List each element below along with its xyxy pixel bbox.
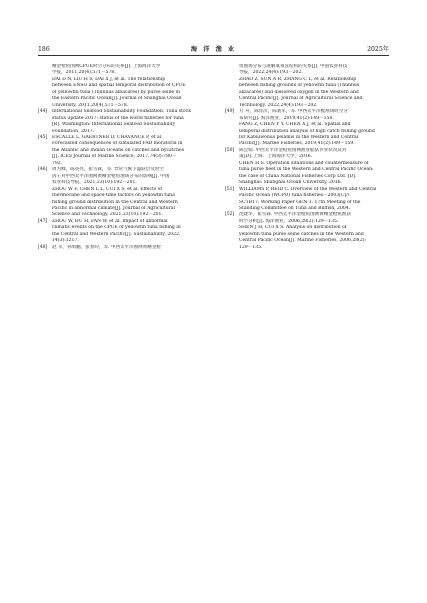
reference-text-line: FANG Z, CHEN Y Y, CHEN X J, et al. Spatial and bbox=[239, 122, 351, 128]
reference-text-line: of yellowfin tuna (Thunnus albacares) by purse seine in bbox=[52, 89, 180, 95]
reference-entry bbox=[225, 64, 389, 109]
reference-text-line: 时空分析[J]. 海洋渔业，2006,28(2):129－135. bbox=[239, 218, 339, 224]
reference-entry bbox=[225, 148, 389, 187]
reference-text-line: University, 2011,20(4),571－578. bbox=[52, 102, 129, 108]
reference-text-line: the case of China National Fisheries Corp Ltd. [D]. bbox=[239, 173, 357, 179]
reference-text-line: Standing Committee on Tuna and Billfish, 2004. bbox=[239, 205, 351, 211]
reference-text-line: tuna purse fleet in the Western and Central Pacific Ocean: bbox=[239, 167, 374, 173]
reference-text-line: 14(3):1217. bbox=[52, 238, 79, 244]
reference-text-line: the Eastern Pacific Ocean[J]. Journal of Shanghai Ocean bbox=[52, 96, 182, 102]
running-header bbox=[38, 44, 389, 56]
reference-entry bbox=[38, 219, 202, 245]
reference-text-line: climatic events on the CPUE of yellowfin tuna fishing in bbox=[52, 225, 181, 231]
reference-text-line: 沈建华，崔雪森. 中西太平洋金枪鱼围网黄鳍金枪鱼渔获 bbox=[239, 212, 352, 218]
reference-text-line: 鳍金枪鱼围网CPUE时空分布的关系[J]. 上海海洋大学 bbox=[52, 64, 161, 69]
reference-text-line: Technology, 2022,24(4):193－202. bbox=[239, 102, 318, 108]
reference-text-line: the Atlantic and Indian Oceans on catches and bycatches bbox=[52, 147, 185, 153]
reference-number: [48] bbox=[38, 244, 48, 250]
reference-text-line: International Seafood Sustainability Foundation. Tuna stock bbox=[52, 109, 191, 115]
reference-text-line: yellowfin tuna purse seine catches in the Western and bbox=[239, 231, 364, 237]
reference-entry bbox=[38, 64, 202, 109]
reference-text-line: for Katsuwonus pelamis in the Western and Central bbox=[239, 134, 359, 140]
reference-text-line: Pacific Ocean (WCPO) tuna fisheries－2003[C]//. bbox=[239, 193, 351, 199]
reference-text-line: the Central and Western Pacific[J]. Sustainability, 2022, bbox=[52, 231, 181, 237]
left-reference-column bbox=[38, 64, 202, 251]
publication-year: 2025年 bbox=[367, 46, 389, 53]
reference-number: [51] bbox=[225, 186, 235, 192]
reference-text-line: Science and Technology, 2021,23(10):192－201. bbox=[52, 212, 163, 218]
reference-text-line: 因子对中西太平洋围网黄鳍金枪鱼渔场分布的影响[J]. 中国 bbox=[52, 173, 170, 179]
reference-text-line: Forecasted consequences of simulated FAD moratoria in bbox=[52, 141, 183, 147]
reference-text-line: 农业科技导报，2021,23(10):192－201. bbox=[52, 180, 137, 186]
reference-text-line: 周为峰，陈英亮，崔雪森，等. 异常气候下温跃层及时空 bbox=[52, 167, 165, 173]
reference-text-line: SHEN J H, CUI X S. Analysis on distribution of bbox=[239, 225, 347, 231]
reference-text-line: Shanghai: Shanghai Ocean University, 2016. bbox=[239, 180, 342, 186]
reference-text-line: 学报，2011,20(4),571－578. bbox=[52, 70, 116, 76]
page-number: 186 bbox=[38, 46, 50, 53]
reference-text-line: [R]. Washington: International Seafood Sustainability bbox=[52, 122, 176, 128]
reference-text-line: between fishing grounds of yellowfin tuna (Thunnus bbox=[239, 83, 360, 89]
reference-entry bbox=[225, 212, 389, 251]
reference-text-line: 赵 莘，孙勇鹏，张春玲，等. 中西太平洋围网黄鳍金枪 bbox=[52, 244, 161, 250]
reference-text-line: 129－135. bbox=[239, 244, 263, 250]
reference-number: [45] bbox=[38, 134, 48, 140]
reference-number: [49] bbox=[225, 109, 235, 115]
reference-entry bbox=[38, 245, 202, 251]
reference-text-line: ZHOU W F, CHEN L L, CUI X S, et al. Effects of bbox=[52, 186, 163, 192]
reference-entry bbox=[38, 135, 202, 167]
reference-text-line: [J]. ICES Journal of Marine Science, 2017,74(3):780－ bbox=[52, 154, 177, 160]
reference-entry bbox=[38, 109, 202, 135]
reference-text-line: 方 舟，陈洋洋，陈新军，等. 中西太平洋鲣渔场时空分 bbox=[239, 109, 348, 115]
reference-text-line: ZHAO Z, SUN A R, ZHANG C L, et al. Relationship bbox=[239, 76, 357, 82]
reference-text-line: 鱼渔场分布与溶解氧垂直结构的关系[J]. 中国农业科技 bbox=[239, 64, 348, 69]
reference-number: [52] bbox=[225, 212, 235, 218]
reference-text-line: 布研究[J]. 海洋渔业，2019,41(2):149－158. bbox=[239, 115, 334, 121]
reference-entry bbox=[225, 187, 389, 213]
reference-text-line: status update-2017: status of the world fisheries for tuna bbox=[52, 115, 184, 121]
reference-text-line: albacares) and dissolved oxygen in the Western and bbox=[239, 89, 359, 95]
reference-text-line: 陈会娟. 中西太平洋金枪鱼围网渔业船队作业状况及对 bbox=[239, 147, 347, 153]
reference-entry bbox=[38, 167, 202, 219]
journal-title: 海 洋 渔 业 bbox=[190, 46, 237, 53]
right-reference-column bbox=[225, 64, 389, 251]
reference-text-line: WILLIAMS P, REID C. Overview of the Western and Central bbox=[239, 186, 377, 192]
reference-text-line: fishing ground distribution in the Central and Western bbox=[52, 199, 178, 205]
reference-text-line: 792. bbox=[52, 160, 63, 166]
reference-number: [44] bbox=[38, 109, 48, 115]
reference-text-line: ZHOU W, HU H, FAN W, et al. Impact of abnormal bbox=[52, 218, 168, 224]
reference-text-line: between ENSO and spatial temporal distribution of CPUE bbox=[52, 83, 186, 89]
reference-text-line: 导报，2022,24(4):193－202. bbox=[239, 70, 303, 76]
reference-number: [46] bbox=[38, 167, 48, 173]
reference-text-line: Central Pacific Ocean[J]. Marine Fisheries, 2006,28(2): bbox=[239, 238, 367, 244]
reference-text-line: thermocline and space-time factors on yellowfin tuna bbox=[52, 193, 175, 199]
reference-text-line: Pacific[J]. Marine Fisheries, 2019,41(2):149－159. bbox=[239, 141, 355, 147]
reference-entry bbox=[225, 109, 389, 148]
reference-text-line: DAI D N, LIU H S, DAI X J, et al. The relationship bbox=[52, 76, 166, 82]
reference-number: [50] bbox=[225, 147, 235, 153]
reference-text-line: temporal distribution analysis of high catch fishing ground bbox=[239, 128, 375, 134]
reference-text-line: Pacific in abnormal climate[J]. Journal of Agricultural bbox=[52, 205, 175, 211]
reference-text-line: 策[D]. 上海：上海海洋大学，2016. bbox=[239, 154, 313, 160]
reference-number: [47] bbox=[38, 218, 48, 224]
reference-text-line: ESCALLE L, GAERTNER D, CHAVANCE P, et al. bbox=[52, 134, 163, 140]
reference-text-line: Foundation, 2017. bbox=[52, 128, 94, 134]
reference-text-line: Central Pacific[J]. Journal of Agricultural Science and bbox=[239, 96, 363, 102]
reference-text-line: SCTB17: Working Paper GEN-1. 17th Meeting of the bbox=[239, 199, 361, 205]
reference-text-line: CHEN H S. Operation situations and countermeasure of bbox=[239, 160, 369, 166]
